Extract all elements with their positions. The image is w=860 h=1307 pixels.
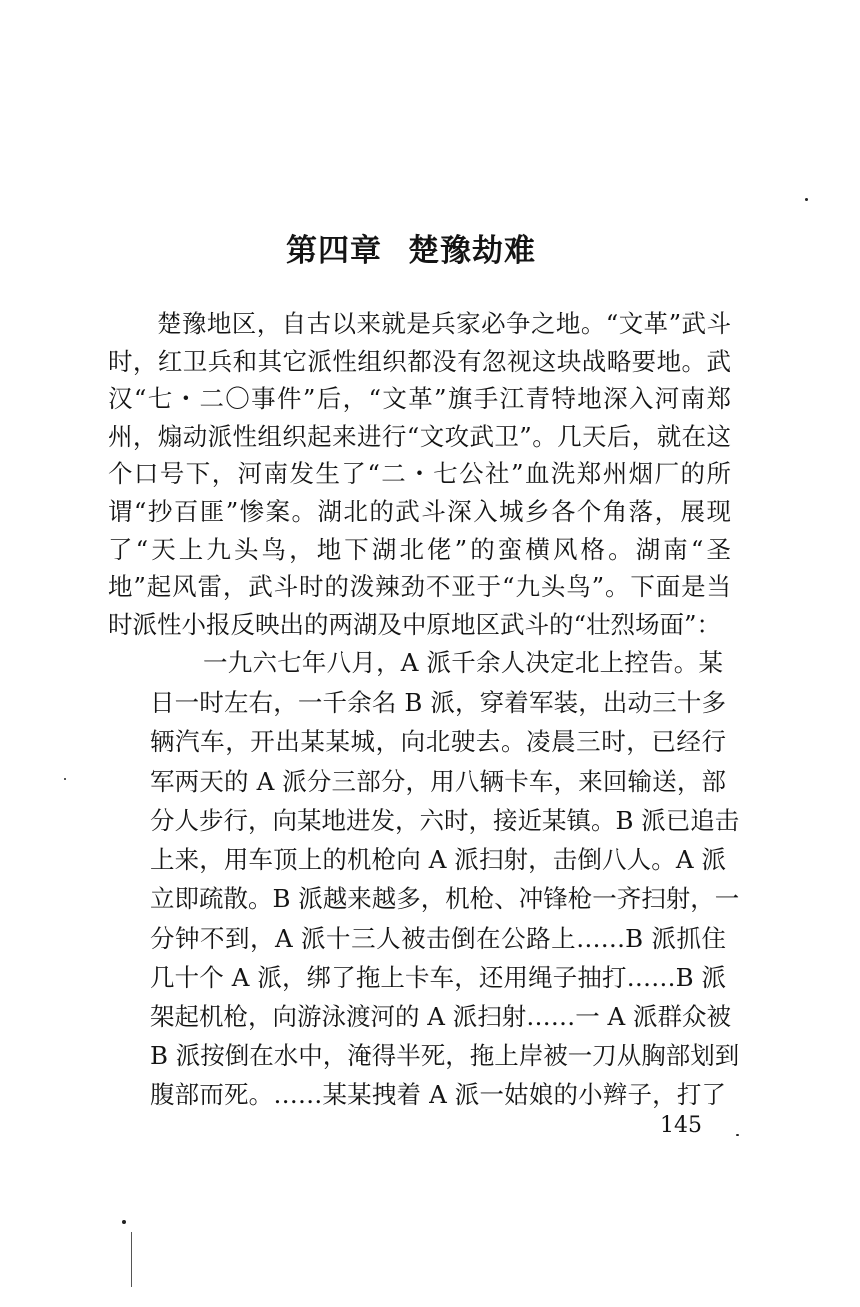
scan-speck xyxy=(805,198,808,201)
text-line: 立即疏散。B 派越来越多，机枪、冲锋枪一齐扫射，一 xyxy=(150,884,740,913)
chapter-number: 第四章 xyxy=(286,233,382,269)
text-line: 地”起风雷，武斗时的泼辣劲不亚于“九头鸟”。下面是当 xyxy=(108,572,731,601)
text-line: 时派性小报反映出的两湖及中原地区武斗的“壮烈场面”： xyxy=(108,610,722,639)
text-line: 个口号下，河南发生了“二・七公社”血洗郑州烟厂的所 xyxy=(108,459,731,488)
text-line: 分人步行，向某地进发，六时，接近某镇。B 派已追击 xyxy=(150,806,740,835)
text-line: 架起机枪，向游泳渡河的 A 派扫射……一 A 派群众被 xyxy=(150,1002,732,1031)
text-line: 谓“抄百匪”惨案。湖北的武斗深入城乡各个角落，展现 xyxy=(108,497,731,526)
text-line: 辆汽车，开出某某城，向北驶去。凌晨三时，已经行 xyxy=(150,727,726,756)
text-line: 军两天的 A 派分三部分，用八辆卡车，来回输送，部 xyxy=(150,767,726,796)
chapter-title xyxy=(286,226,586,276)
scan-speck xyxy=(122,1220,126,1224)
text-line: 上来，用车顶上的机枪向 A 派扫射，击倒八人。A 派 xyxy=(150,845,726,874)
chapter-name: 楚豫劫难 xyxy=(408,233,536,269)
text-line: 州，煽动派性组织起来进行“文攻武卫”。几天后，就在这 xyxy=(108,422,731,451)
page-number: 145 xyxy=(660,1113,702,1138)
text-line: 一九六七年八月，A 派千余人决定北上控告。某 xyxy=(203,648,723,677)
scan-edge-line xyxy=(131,1232,132,1287)
text-line: 了“天上九头鸟，地下湖北佬”的蛮横风格。湖南“圣 xyxy=(108,535,731,564)
text-line: 几十个 A 派，绑了拖上卡车，还用绳子抽打……B 派 xyxy=(150,963,726,992)
text-line: 腹部而死。……某某拽着 A 派一姑娘的小辫子，打了 xyxy=(150,1080,726,1109)
text-line: 日一时左右，一千余名 B 派，穿着军装，出动三十多 xyxy=(150,688,726,717)
text-line: 时，红卫兵和其它派性组织都没有忽视这块战略要地。武 xyxy=(108,347,731,376)
text-line: 楚豫地区，自古以来就是兵家必争之地。“文革”武斗 xyxy=(157,309,731,338)
text-line: 分钟不到，A 派十三人被击倒在公路上……B 派抓住 xyxy=(150,924,726,953)
text-line: B 派按倒在水中，淹得半死，拖上岸被一刀从胸部划到 xyxy=(150,1041,740,1070)
text-line: 汉“七・二〇事件”后，“文革”旗手江青特地深入河南郑 xyxy=(108,384,731,413)
scan-speck xyxy=(736,1134,739,1136)
scan-speck xyxy=(64,778,66,780)
